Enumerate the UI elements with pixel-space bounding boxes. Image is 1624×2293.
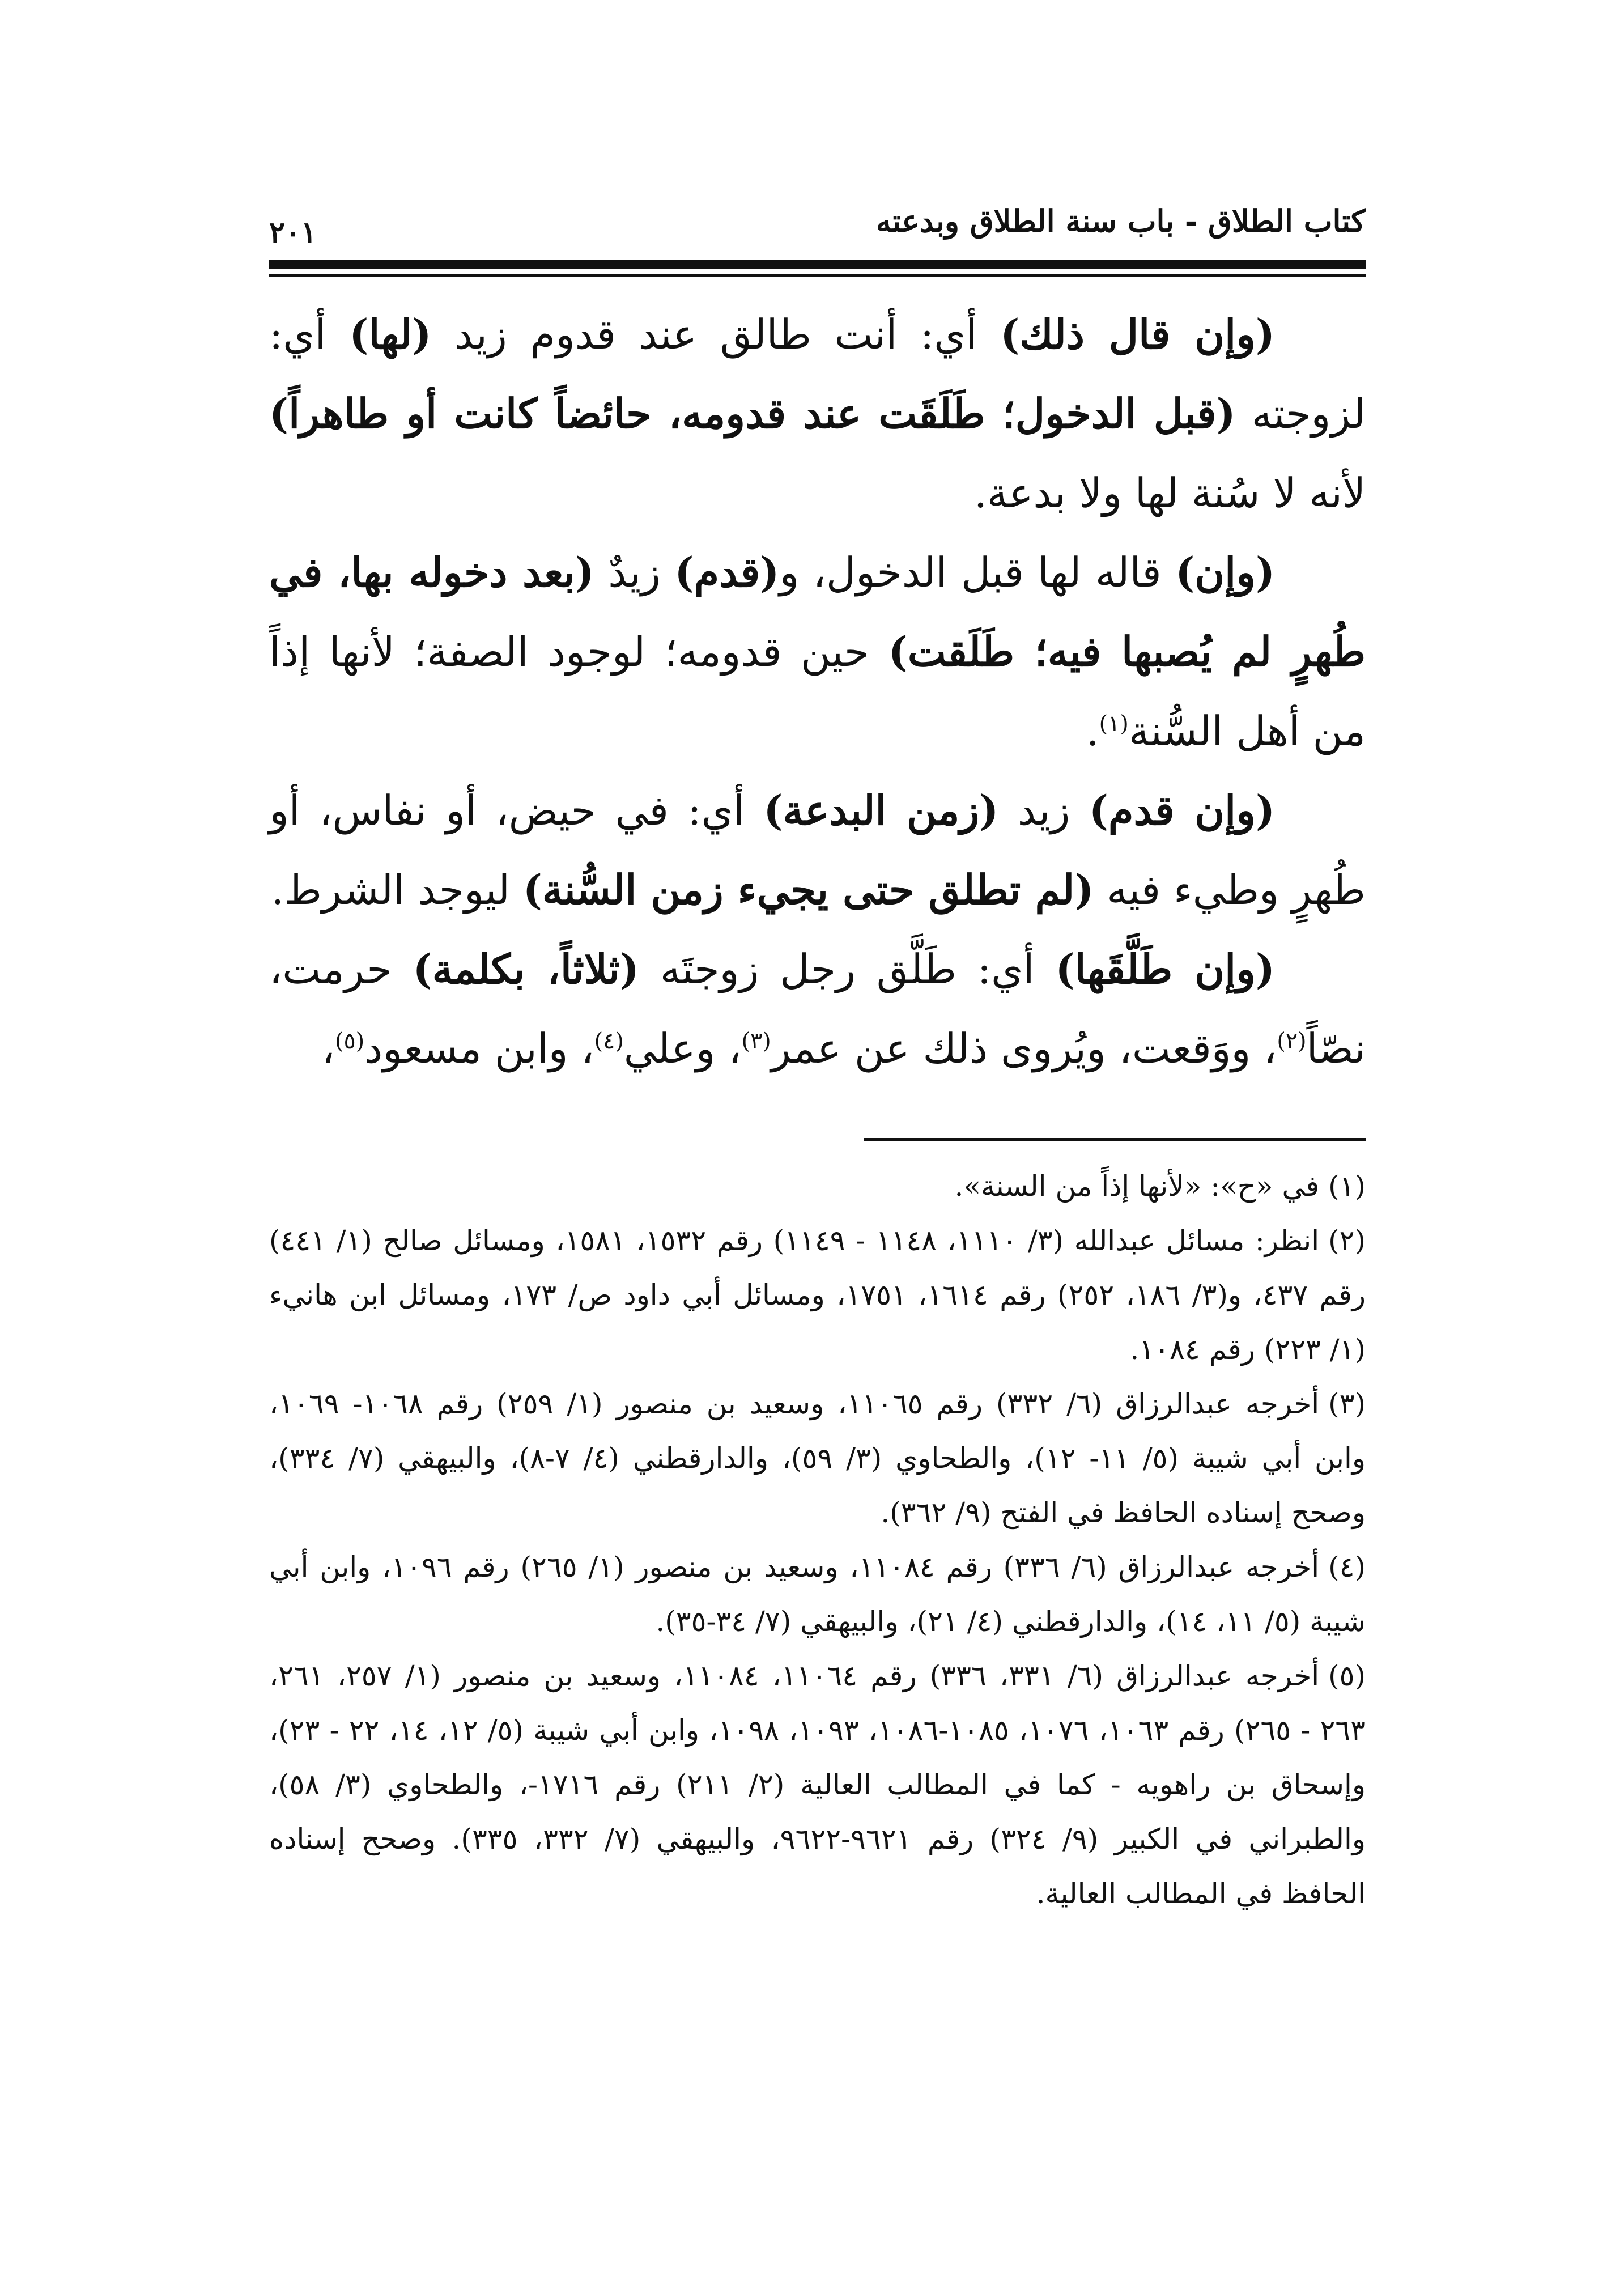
commentary-text: أي: أنت طالق عند قدوم زيد xyxy=(431,311,1001,358)
footnote-1 xyxy=(269,1159,1366,1213)
footnote-5 xyxy=(269,1649,1366,1921)
paragraph-4 xyxy=(269,929,1366,1088)
matn-phrase: (لم تطلق حتى يجيء زمن السُّنة) xyxy=(522,865,1094,914)
footnote-marker: (٥) xyxy=(335,1028,365,1054)
footnote-number: (٤) xyxy=(1328,1551,1366,1583)
footnotes xyxy=(269,1159,1366,1921)
footnote-number: (٣) xyxy=(1328,1387,1366,1420)
commentary-text: زيد xyxy=(998,787,1089,834)
commentary-text: ، xyxy=(321,1025,335,1072)
footnote-number: (٢) xyxy=(1328,1224,1366,1257)
commentary-text: أي: طَلَّق رجل زوجتَه xyxy=(639,945,1056,993)
commentary-text: أي: لزوجته xyxy=(269,311,1366,438)
paragraph-3 xyxy=(269,771,1366,929)
footnote-text: أخرجه عبدالرزاق (٦/ ٣٣٦) رقم ١١٠٨٤، وسعيد بن منصور (١/ ٢٦٥) رقم ١٠٩٦، وابن أبي شيبة (٥/ ١١، ١٤)، والدارقطني (٤/ ٢١)، والبيهقي (٧/ ٣٤-٣٥). xyxy=(269,1551,1366,1638)
footnote-number: (١) xyxy=(1328,1170,1366,1203)
footnote-separator xyxy=(864,1138,1366,1141)
commentary-text: قاله لها قبل الدخول، و xyxy=(779,549,1176,596)
matn-phrase: (بعد دخوله بها، في طُهرٍ لم يُصبها فيه؛ طَلَقت) xyxy=(269,548,1366,676)
footnote-text: أخرجه عبدالرزاق (٦/ ٣٣١، ٣٣٦) رقم ١١٠٦٤، ١١٠٨٤، وسعيد بن منصور (١/ ٢٥٧، ٢٦١، ٢٦٣ - ٢٦٥) رقم ١٠٦٣، ١٠٧٦، ١٠٨٥-١٠٨٦، ١٠٩٣، ١٠٩٨، وابن أبي شيبة (٥/ ١٢، ١٤، ٢٢ - ٢٣)، وإسحاق بن راهويه - كما في المطالب العالية (٢/ ٢١١) رقم ١٧١٦-، والطحاوي (٣/ ٥٨)، والطبراني في الكبير (٩/ ٣٢٤) رقم ٩٦٢١-٩٦٢٢، والبيهقي (٧/ ٣٣٢، ٣٣٥). وصحح إسناده الحافظ في المطالب العالية. xyxy=(269,1659,1366,1910)
footnote-marker: (١) xyxy=(1099,711,1129,737)
commentary-text: حرمت، نصّاً xyxy=(269,945,1366,1072)
commentary-text: زيدٌ xyxy=(594,549,675,596)
matn-phrase: (قبل الدخول؛ طَلَقَت عند قدومه، حائضاً كانت أو طاهراً) xyxy=(269,389,1236,438)
footnote-text: أخرجه عبدالرزاق (٦/ ٣٣٢) رقم ١١٠٦٥، وسعيد بن منصور (١/ ٢٥٩) رقم ١٠٦٨- ١٠٦٩، وابن أبي شيبة (٥/ ١١- ١٢)، والطحاوي (٣/ ٥٩)، والدارقطني (٤/ ٧-٨)، والبيهقي (٧/ ٣٣٤)، وصحح إسناده الحافظ في الفتح (٩/ ٣٦٢). xyxy=(269,1387,1366,1529)
matn-phrase: (وإن قال ذلك) xyxy=(1000,310,1275,358)
commentary-text: أي: في حيض، أو نفاس، أو طُهرٍ وطيء فيه xyxy=(269,787,1366,914)
matn-phrase: (وإن طَلَّقَها) xyxy=(1055,945,1275,993)
page-header xyxy=(269,180,1366,254)
footnote-marker: (٤) xyxy=(594,1028,624,1054)
footnote-text: في «ح»: «لأنها إذاً من السنة». xyxy=(954,1170,1320,1203)
header-rule-thin xyxy=(269,274,1366,277)
commentary-text: ، وابن مسعود xyxy=(364,1025,594,1072)
footnote-marker: (٢) xyxy=(1277,1028,1307,1054)
matn-phrase: (وإن) xyxy=(1175,548,1276,596)
commentary-text: ، ووَقعت، ويُروى ذلك عن عمر xyxy=(771,1025,1277,1072)
footnote-2 xyxy=(269,1213,1366,1377)
paragraph-2 xyxy=(269,533,1366,771)
running-title: كتاب الطلاق - باب سنة الطلاق وبدعته xyxy=(876,203,1366,239)
footnote-number: (٥) xyxy=(1328,1659,1366,1692)
main-text xyxy=(269,295,1366,1088)
matn-phrase: (زمن البدعة) xyxy=(763,786,999,834)
commentary-text: حين قدومه؛ لوجود الصفة؛ لأنها إذاً من أهل السُّنة xyxy=(269,628,1366,755)
matn-phrase: (ثلاثاً، بكلمة) xyxy=(413,945,639,993)
footnote-text: انظر: مسائل عبدالله (٣/ ١١١٠، ١١٤٨ - ١١٤٩) رقم ١٥٣٢، ١٥٨١، ومسائل صالح (١/ ٤٤١) رقم ٤٣٧، و(٣/ ١٨٦، ٢٥٢) رقم ١٦١٤، ١٧٥١، ومسائل أبي داود ص/ ١٧٣، ومسائل ابن هانيء (١/ ٢٢٣) رقم ١٠٨٤. xyxy=(269,1224,1366,1366)
matn-phrase: (لها) xyxy=(349,310,432,358)
commentary-text: ليوجد الشرط. xyxy=(271,866,523,914)
commentary-text: لأنه لا سُنة لها ولا بدعة. xyxy=(973,469,1366,517)
commentary-text: ، وعلي xyxy=(623,1025,742,1072)
commentary-text: . xyxy=(1086,707,1099,755)
matn-phrase: (قدم) xyxy=(674,548,780,596)
footnote-3 xyxy=(269,1377,1366,1540)
footnote-4 xyxy=(269,1540,1366,1649)
footnote-marker: (٣) xyxy=(741,1028,771,1054)
matn-phrase: (وإن قدم) xyxy=(1089,786,1276,834)
paragraph-1 xyxy=(269,295,1366,533)
header-rule-thick xyxy=(269,260,1366,269)
page-number: ٢٠١ xyxy=(269,215,317,250)
